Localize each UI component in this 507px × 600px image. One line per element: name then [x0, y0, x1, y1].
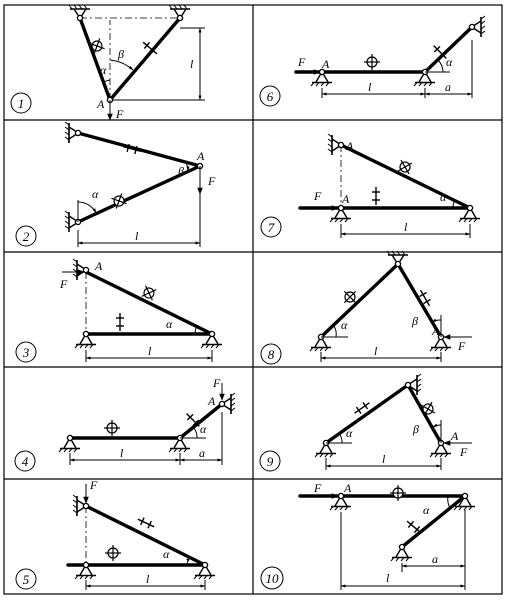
label-A-9: A [451, 429, 459, 443]
label-beta-1: β [118, 47, 124, 61]
label-F-5: F [90, 478, 98, 492]
label-F-7: F [314, 189, 322, 203]
label-l-1: l [190, 57, 194, 71]
problem-number-10: 10 [265, 571, 279, 586]
cell-3 [16, 259, 222, 362]
problem-number-3: 3 [22, 345, 30, 360]
cell-5 [16, 478, 215, 590]
label-A-4: A [208, 394, 216, 408]
label-l-3: l [148, 344, 152, 358]
label-F-1: F [116, 107, 124, 121]
problem-number-7: 7 [267, 220, 275, 235]
label-alpha-10: α [423, 503, 430, 517]
cell-1 [11, 5, 205, 121]
label-F-3: F [60, 277, 68, 291]
label-a-6: a [445, 80, 451, 94]
label-F-9: F [460, 445, 468, 459]
label-A-10: A [344, 481, 352, 495]
label-F-8: F [458, 339, 466, 353]
label-F-10: F [314, 481, 322, 495]
label-l-9: l [382, 452, 386, 466]
label-l-10: l [386, 571, 390, 585]
cell-4 [15, 376, 235, 471]
label-F-2: F [208, 174, 216, 188]
label-l-8: l [374, 344, 378, 358]
label-A-1: A [97, 97, 105, 111]
cell-8 [261, 251, 472, 364]
label-A-6: A [322, 57, 330, 71]
label-A-7-lower: A [342, 192, 350, 206]
label-alpha-9: α [346, 426, 353, 440]
label-alpha-2: α [92, 187, 99, 201]
label-A-7: A [346, 139, 354, 153]
label-F-6: F [298, 55, 306, 69]
label-F-4: F [213, 376, 221, 390]
label-alpha-8: α [341, 318, 348, 332]
label-A-8: A [432, 324, 440, 338]
label-beta-2: β [178, 164, 184, 178]
label-l-4: l [120, 446, 124, 460]
label-l-5: l [146, 572, 150, 586]
label-beta-9: β [413, 422, 419, 436]
problem-number-9: 9 [266, 454, 274, 469]
label-alpha-3: α [166, 317, 173, 331]
cell-9 [260, 374, 472, 471]
label-alpha-6: α [446, 55, 453, 69]
label-alpha-5: α [163, 547, 170, 561]
problem-number-8: 8 [267, 347, 275, 362]
label-A-2: A [197, 149, 205, 163]
label-l-7: l [404, 220, 408, 234]
label-a-10: a [432, 552, 438, 566]
problem-number-6: 6 [266, 89, 274, 104]
label-alpha-4: α [200, 422, 207, 436]
problem-number-2: 2 [22, 229, 30, 244]
label-a-4: a [199, 446, 205, 460]
problem-number-1: 1 [17, 96, 25, 111]
cell-6 [260, 16, 485, 106]
cell-7 [261, 134, 480, 238]
label-l-6: l [368, 80, 372, 94]
problem-number-5: 5 [22, 572, 30, 587]
label-l-2: l [135, 229, 139, 243]
label-A-3: A [95, 259, 103, 273]
cell-10 [261, 481, 475, 590]
problem-number-4: 4 [21, 454, 29, 469]
label-beta-8: β [412, 314, 418, 328]
label-alpha-7: α [440, 190, 447, 204]
label-alpha-1: α [100, 63, 107, 77]
cell-2 [16, 122, 216, 247]
